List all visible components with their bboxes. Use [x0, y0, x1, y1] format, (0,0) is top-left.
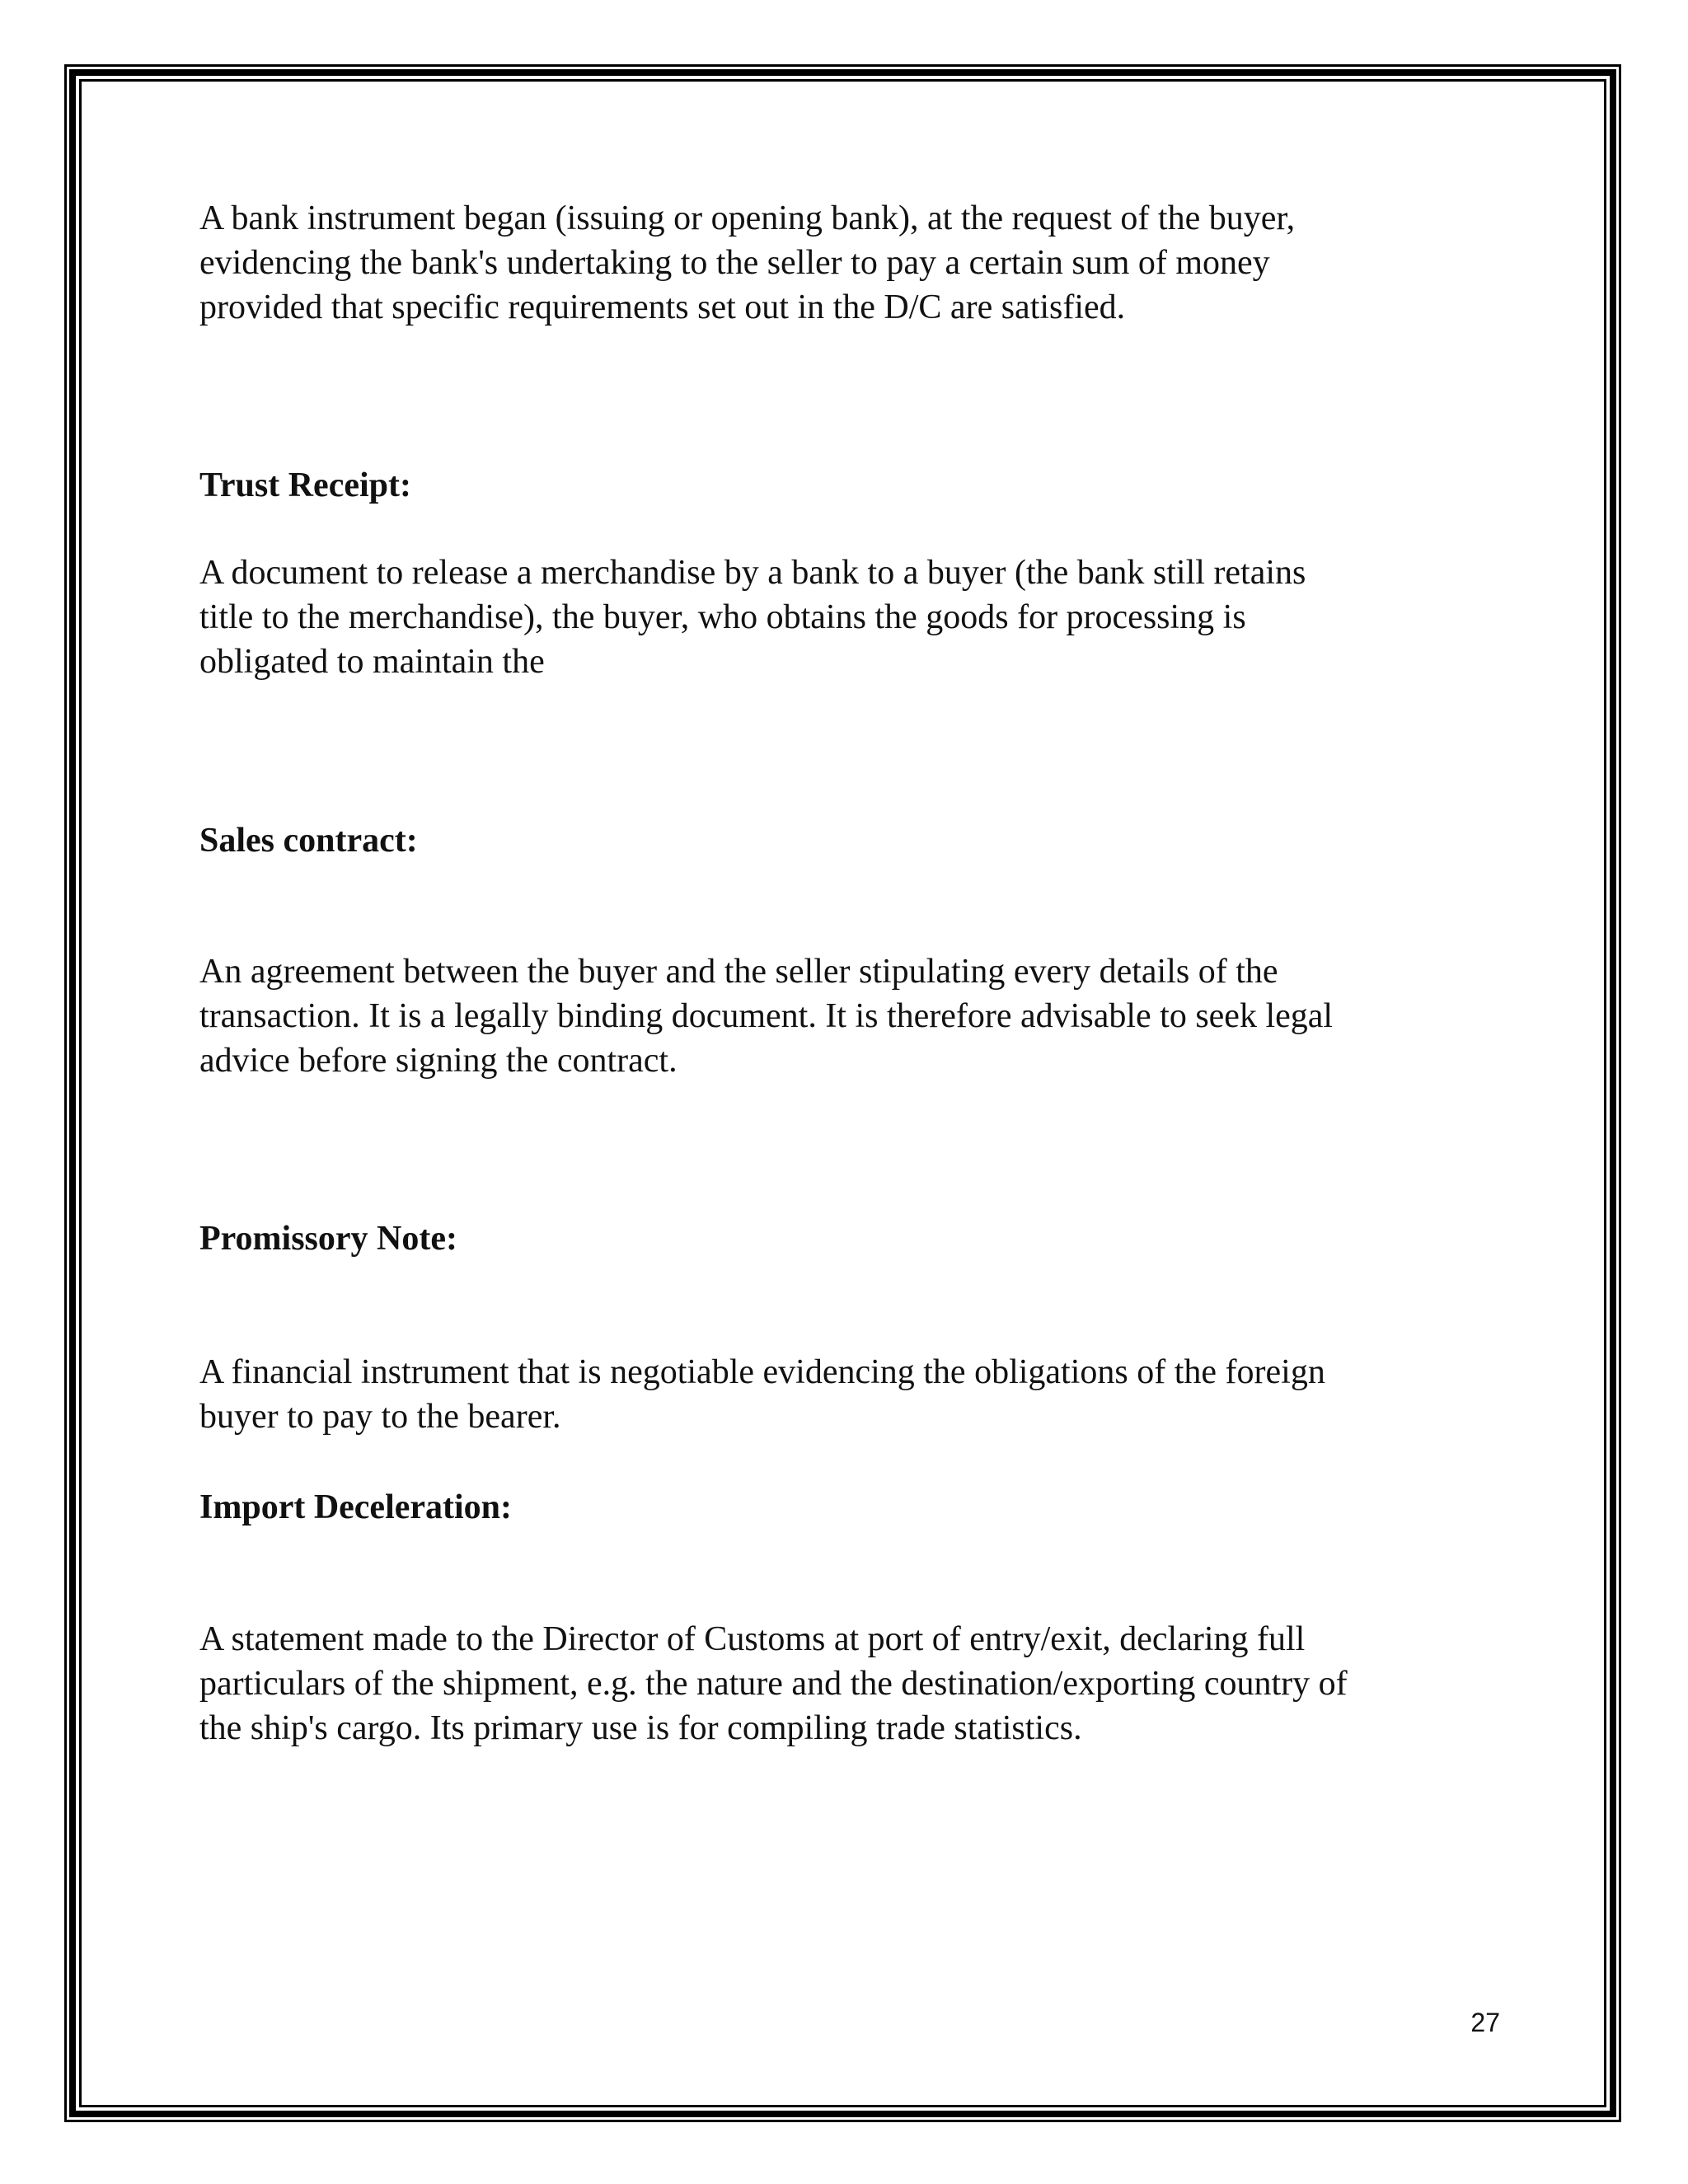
section-body-import-declaration: A statement made to the Director of Customs at port of entry/exit, declaring full particulars of the shipment, e.g. the nature and the destination/exporting country of the ship's cargo. Its primary use is for compiling trade statistics. — [199, 1620, 1348, 1747]
section-heading-sales-contract: Sales contract: — [199, 822, 418, 860]
page-number: 27 — [1470, 2008, 1500, 2037]
section-heading-trust-receipt: Trust Receipt: — [199, 466, 411, 504]
section-body-promissory-note: A financial instrument that is negotiable evidencing the obligations of the foreign buyer to pay to the bearer. — [199, 1353, 1325, 1436]
page-border-inner — [79, 79, 1606, 2107]
section-heading-promissory-note: Promissory Note: — [199, 1220, 457, 1258]
intro-paragraph: A bank instrument began (issuing or opening bank), at the request of the buyer, evidencing the bank's undertaking to the seller to pay a certain sum of money provided that specific requirements set out in the D/C are satisfied. — [199, 199, 1296, 326]
section-heading-import-declaration: Import Deceleration: — [199, 1488, 513, 1526]
section-body-sales-contract: An agreement between the buyer and the seller stipulating every details of the transaction. It is a legally binding document. It is therefore advisable to seek legal advice before signing the contract. — [199, 953, 1334, 1080]
section-body-trust-receipt: A document to release a merchandise by a bank to a buyer (the bank still retains title to the merchandise), the buyer, who obtains the goods for processing is obligated to maintain the — [199, 554, 1306, 681]
